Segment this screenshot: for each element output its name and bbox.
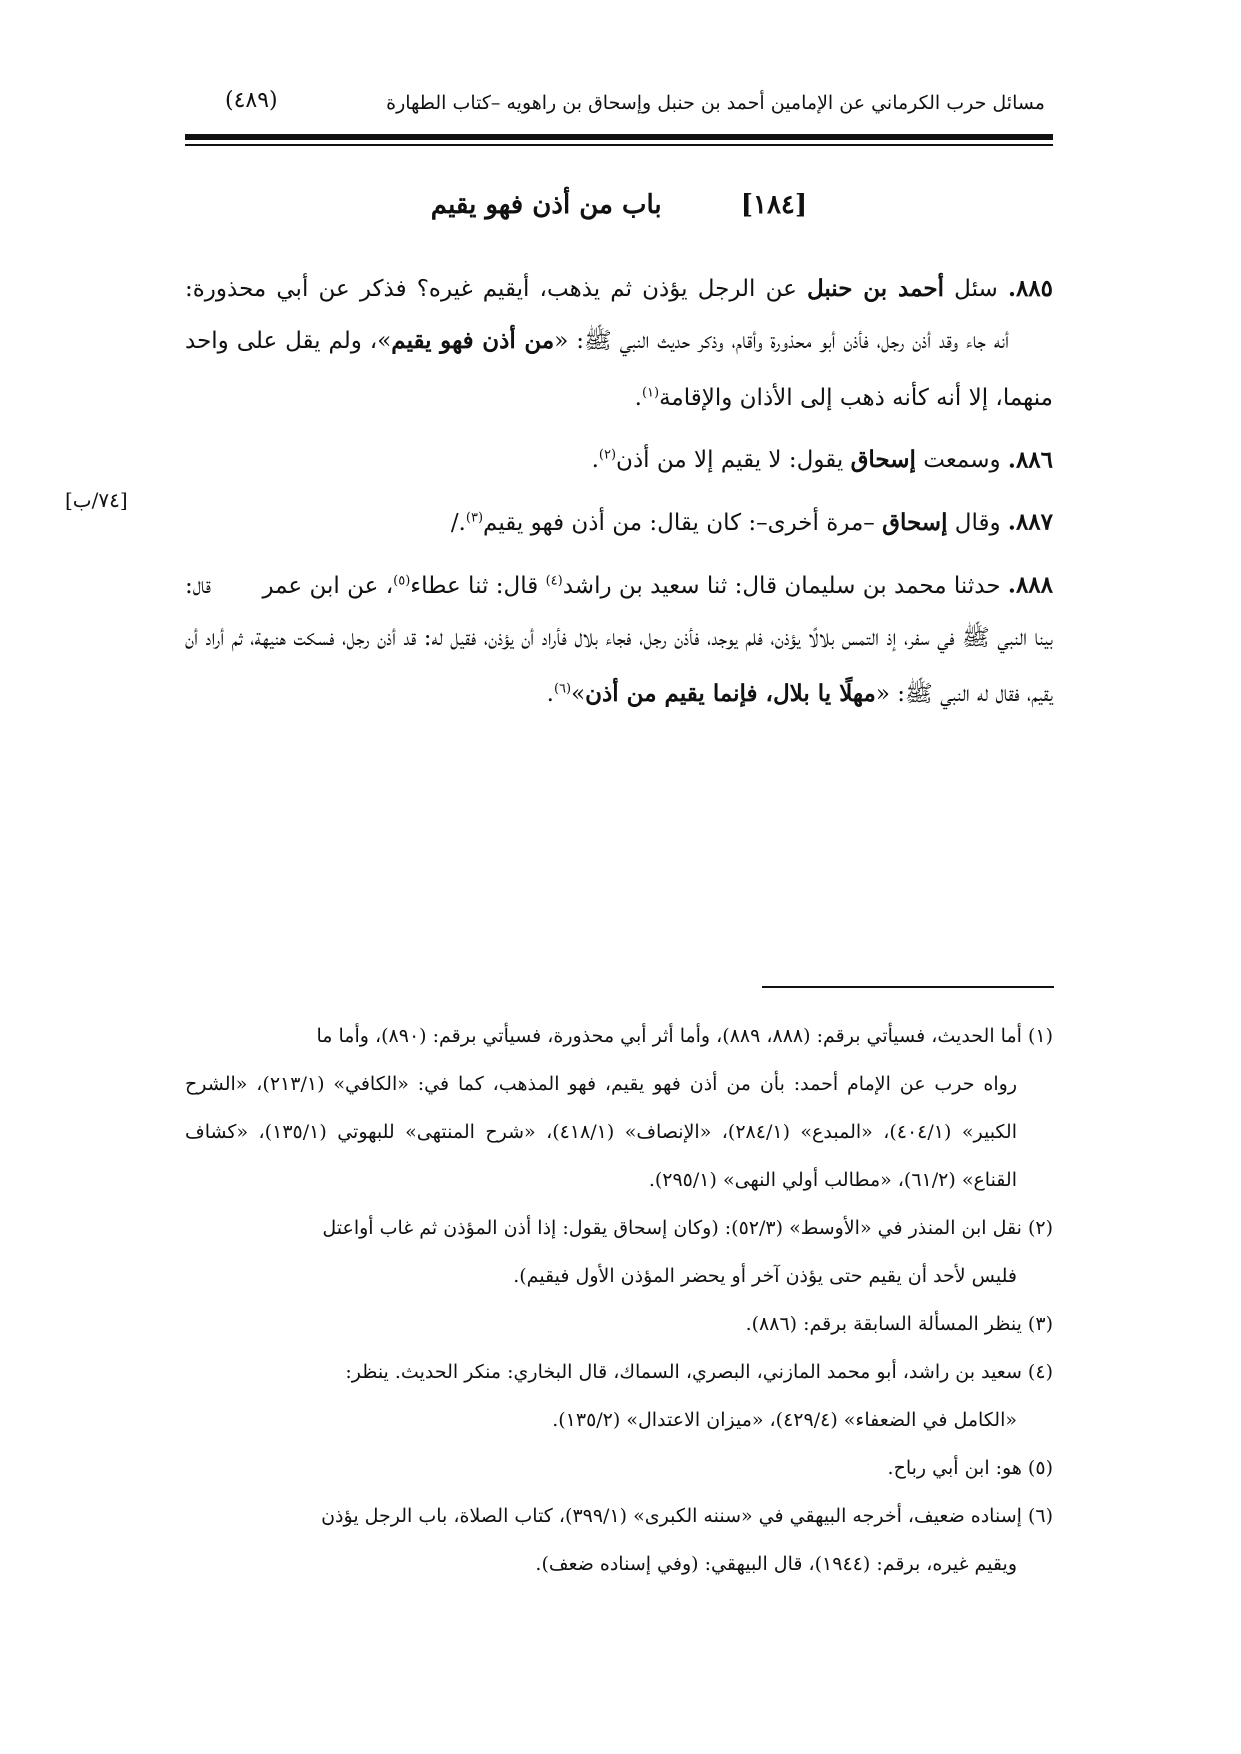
footnote-text: (٢) نقل ابن المنذر في «الأوسط» (٥٢/٣): (وكان إسحاق يقول: إذا أذن المؤذن ثم غاب أواعتل [322,1217,1053,1239]
manuscript-folio-ref: [٧٤/ب] [65,488,128,512]
chapter-number: [١٨٤] [740,190,808,220]
footnote-continuation: «الكامل في الضعفاء» (٤٢٩/٤)، «ميزان الاعتدال» (١٣٥/٢). [552,1409,1017,1431]
footnote-text: (٣) ينظر المسألة السابقة برقم: (٨٨٦). [745,1313,1053,1335]
chapter-title: باب من أذن فهو يقيم [430,190,662,220]
footnote-text: (٦) إسناده ضعيف، أخرجه البيهقي في «سننه الكبرى» (٣٩٩/١)، كتاب الصلاة، باب الرجل يؤذن [321,1505,1053,1527]
header-rule-thin [185,144,1053,146]
masala-text: سئل أحمد بن حنبل عن الرجل يؤذن ثم يذهب، أيقيم غيره؟ فذكر عن أبي محذورة: [185,275,998,302]
masala-888 [185,555,1053,720]
masala-number: ٨٨٥. [1007,275,1054,302]
footnote-text: (٤) سعيد بن راشد، أبو محمد المازني، البصري، السماك، قال البخاري: منكر الحديث. ينظر: [345,1361,1053,1383]
chapter-heading [185,190,1053,220]
masala-885 [185,263,1053,424]
footnote-separator [762,986,1054,988]
header-rule-thick [185,134,1053,140]
footnote-continuation: ويقيم غيره، برقم: (١٩٤٤)، قال البيهقي: (وفي إسناده ضعف). [535,1553,1017,1575]
footnote-4 [185,1348,1053,1444]
masala-continuation: أنه جاء وقد أذن رجل، فأذن أبو محذورة وأقام، وذكر حديث النبي ﷺ: «من أذن فهو يقيم»، ولم يقل على واحد منهما، إلا أنه كأنه ذهب إلى الأذان والإقامة$^{(١)}$. [185,327,1053,411]
footnote-5 [185,1444,1053,1492]
masala-continuation: قال: بينا النبي ﷺ في سفر، إذ التمس بلالًا يؤذن، فلم يوجد، فأذن رجل، فجاء بلال فأراد أن يؤذن، فقيل له: قد أذن رجل، فسكت هنيهة، ثم أراد أن يقيم، فقال له النبي ﷺ: «مهلًا يا بلال، فإنما يقيم من أذن»$^{(٦)}$. [185,572,1053,708]
footnote-1 [185,1012,1053,1204]
footnote-6 [185,1492,1053,1588]
masala-number: ٨٨٧. [1007,508,1053,536]
footnote-text: (١) أما الحديث، فسيأتي برقم: (٨٨٨، ٨٨٩)، وأما أثر أبي محذورة، فسيأتي برقم: (٨٩٠)، وأما ما [316,1025,1053,1047]
footnote-continuation: فليس لأحد أن يقيم حتى يؤذن آخر أو يحضر المؤذن الأول فيقيم). [513,1265,1017,1287]
masala-text: وقال إسحاق –مرة أخرى–: كان يقال: من أذن فهو يقيم$^{(٣)}$./ [450,508,1001,536]
masala-number: ٨٨٨. [1007,571,1053,599]
body-text [185,263,1053,726]
running-title: مسائل حرب الكرماني عن الإمامين أحمد بن حنبل وإسحاق بن راهويه –كتاب الطهارة [386,92,1045,114]
masala-text: حدثنا محمد بن سليمان قال: ثنا سعيد بن راشد$^{(٤)}$ قال: ثنا عطاء$^{(٥)}$، عن ابن عمر [262,572,1001,599]
footnotes [185,1012,1053,1588]
footnote-3 [185,1300,1053,1348]
masala-text: وسمعت إسحاق يقول: لا يقيم إلا من أذن$^{(٢)}$. [591,446,1001,474]
footnote-2 [185,1204,1053,1300]
page-number: (٤٨٩) [225,88,278,113]
masala-886 [185,430,1053,487]
footnote-continuation: رواه حرب عن الإمام أحمد: بأن من أذن فهو يقيم، فهو المذهب، كما في: «الكافي» (٢١٣/١)، «الشرح الكبير» (٤٠٤/١)، «المبدع» (٢٨٤/١)، «الإنصاف» (٤١٨/١)، «شرح المنتهى» للبهوتي (١٣٥/١)، «كشاف القناع» (٦١/٢)، «مطالب أولي النهى» (٢٩٥/١). [185,1073,1017,1191]
masala-number: ٨٨٦. [1007,446,1053,474]
footnote-text: (٥) هو: ابن أبي رباح. [887,1457,1053,1479]
masala-887 [185,492,1053,549]
running-header [225,88,1045,128]
